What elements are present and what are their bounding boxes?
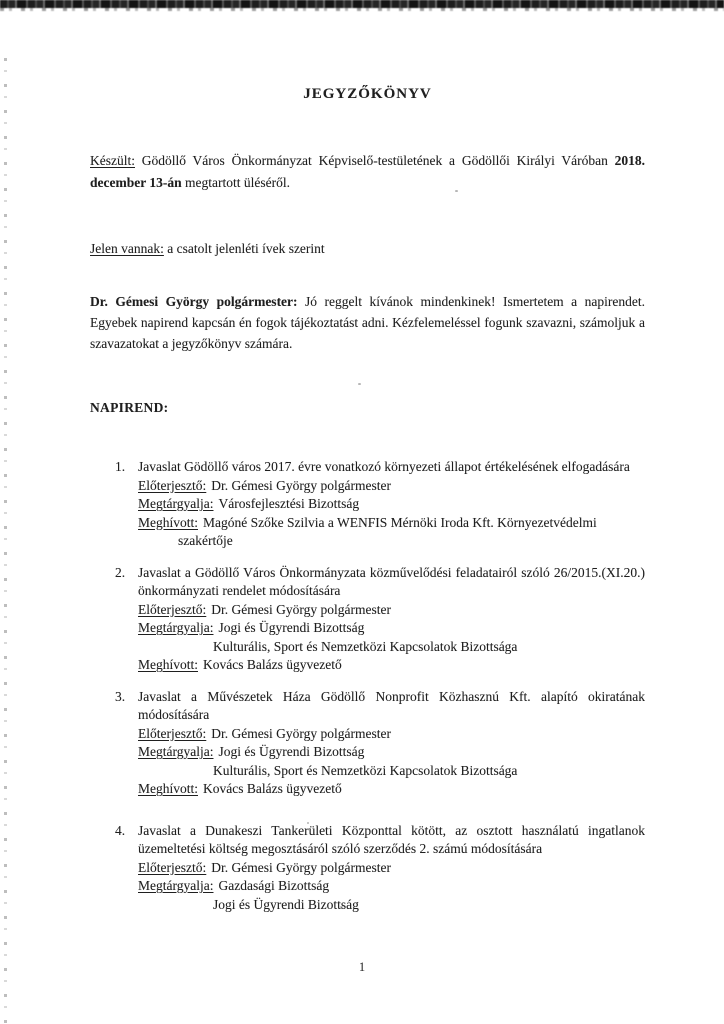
present-text: a csatolt jelenléti ívek szerint: [167, 241, 325, 256]
present-label: Jelen vannak:: [90, 241, 164, 256]
speaker-name: Dr. Gémesi György polgármester:: [90, 294, 298, 309]
detail-row-invited: [138, 656, 645, 675]
item-number: 2.: [115, 564, 126, 580]
detail-text: Magóné Szőke Szilvia a WENFIS Mérnöki Iroda Kft. Környezetvédelmi: [203, 514, 597, 530]
item-number: 1.: [115, 459, 126, 474]
detail-label: Meghívott:: [138, 781, 198, 796]
detail-text: Kovács Balázs ügyvezető: [203, 781, 342, 796]
detail-row-discussed-by: [138, 495, 645, 514]
detail-text: Dr. Gémesi György polgármester: [211, 477, 391, 493]
document-title: JEGYZŐKÖNYV: [303, 86, 432, 102]
detail-label: Előterjesztő:: [138, 601, 207, 617]
detail-row-presenter: [138, 601, 645, 620]
detail-continuation: szakértője: [178, 533, 233, 548]
paragraph-made-at: [90, 150, 645, 194]
item-title: Javaslat Gödöllő város 2017. évre vonatkozó környezeti állapot értékelésének elfogadására: [138, 459, 630, 474]
agenda-item-1: [115, 458, 645, 551]
speech-text: Jó reggelt kívánok mindenkinek! Ismertetem a napirendet. Egyebek napirend kapcsán én fogok tájékoztatást adni. Kézfelemeléssel fogunk szavazni, számoljuk a szavazatokat a jegyzőkönyv számára.: [90, 294, 646, 351]
made-at-text: Gödöllő Város Önkormányzat Képviselő-testületének a Gödöllői Királyi Váróban: [141, 153, 608, 168]
paragraph-present: [90, 238, 645, 260]
detail-label: Előterjesztő:: [138, 859, 207, 875]
made-at-date: 2018. december 13-án: [90, 153, 646, 190]
detail-text: Dr. Gémesi György polgármester: [211, 725, 391, 741]
agenda-item-2: [115, 564, 645, 675]
detail-label: Megtárgyalja:: [138, 744, 214, 759]
detail-text: Dr. Gémesi György polgármester: [211, 859, 391, 875]
detail-row-presenter: [138, 477, 645, 496]
item-number: 3.: [115, 688, 126, 704]
detail-text: Jogi és Ügyrendi Bizottság: [218, 744, 365, 759]
detail-row-presenter: [138, 859, 645, 878]
detail-row-discussed-by: [138, 619, 645, 638]
page-number: 1: [358, 960, 366, 974]
detail-label: Megtárgyalja:: [138, 878, 214, 893]
detail-row-discussed-by: [138, 743, 645, 762]
detail-row-invited: [138, 514, 645, 533]
detail-continuation: Kulturális, Sport és Nemzetközi Kapcsolatok Bizottsága: [213, 638, 518, 654]
detail-label: Előterjesztő:: [138, 725, 207, 741]
agenda-list: [90, 458, 645, 914]
paragraph-mayor-speech: [90, 291, 645, 354]
detail-label: Meghívott:: [138, 657, 198, 672]
detail-continuation: Jogi és Ügyrendi Bizottság: [213, 896, 359, 912]
detail-label: Megtárgyalja:: [138, 620, 214, 635]
agenda-item-3: [115, 688, 645, 799]
detail-text: Jogi és Ügyrendi Bizottság: [218, 620, 365, 635]
detail-row-discussed-by: [138, 877, 645, 896]
made-at-tail: megtartott üléséről.: [184, 175, 290, 190]
item-title: Javaslat a Gödöllő Város Önkormányzata közművelődési feladatairól szóló 26/2015.(XI.20.) önkormányzati rendelet módosítására: [138, 564, 645, 598]
agenda-item-4: [115, 822, 645, 915]
detail-text: Kovács Balázs ügyvezető: [203, 657, 342, 672]
detail-label: Megtárgyalja:: [138, 496, 214, 511]
detail-row-presenter: [138, 725, 645, 744]
detail-text: Gazdasági Bizottság: [218, 878, 330, 893]
made-at-label: Készült:: [90, 153, 135, 168]
item-body: [138, 688, 645, 799]
item-title: Javaslat a Művészetek Háza Gödöllő Nonprofit Közhasznú Kft. alapító okiratának módosítására: [138, 688, 645, 722]
detail-label: Meghívott:: [138, 514, 198, 530]
detail-label: Előterjesztő:: [138, 477, 207, 493]
item-title: Javaslat a Dunakeszi Tankerületi Központtal kötött, az osztott használatú ingatlanok üzemeltetési költség megosztásáról szóló szerződés 2. számú módosítására: [138, 822, 645, 856]
item-body: [138, 458, 645, 551]
agenda-heading: NAPIREND:: [90, 400, 169, 415]
item-body: [138, 822, 645, 915]
detail-text: Városfejlesztési Bizottság: [218, 496, 360, 511]
item-number: 4.: [115, 822, 126, 838]
detail-continuation: Kulturális, Sport és Nemzetközi Kapcsolatok Bizottsága: [213, 762, 518, 778]
item-body: [138, 564, 645, 675]
detail-row-invited: [138, 780, 645, 799]
detail-text: Dr. Gémesi György polgármester: [211, 601, 391, 617]
